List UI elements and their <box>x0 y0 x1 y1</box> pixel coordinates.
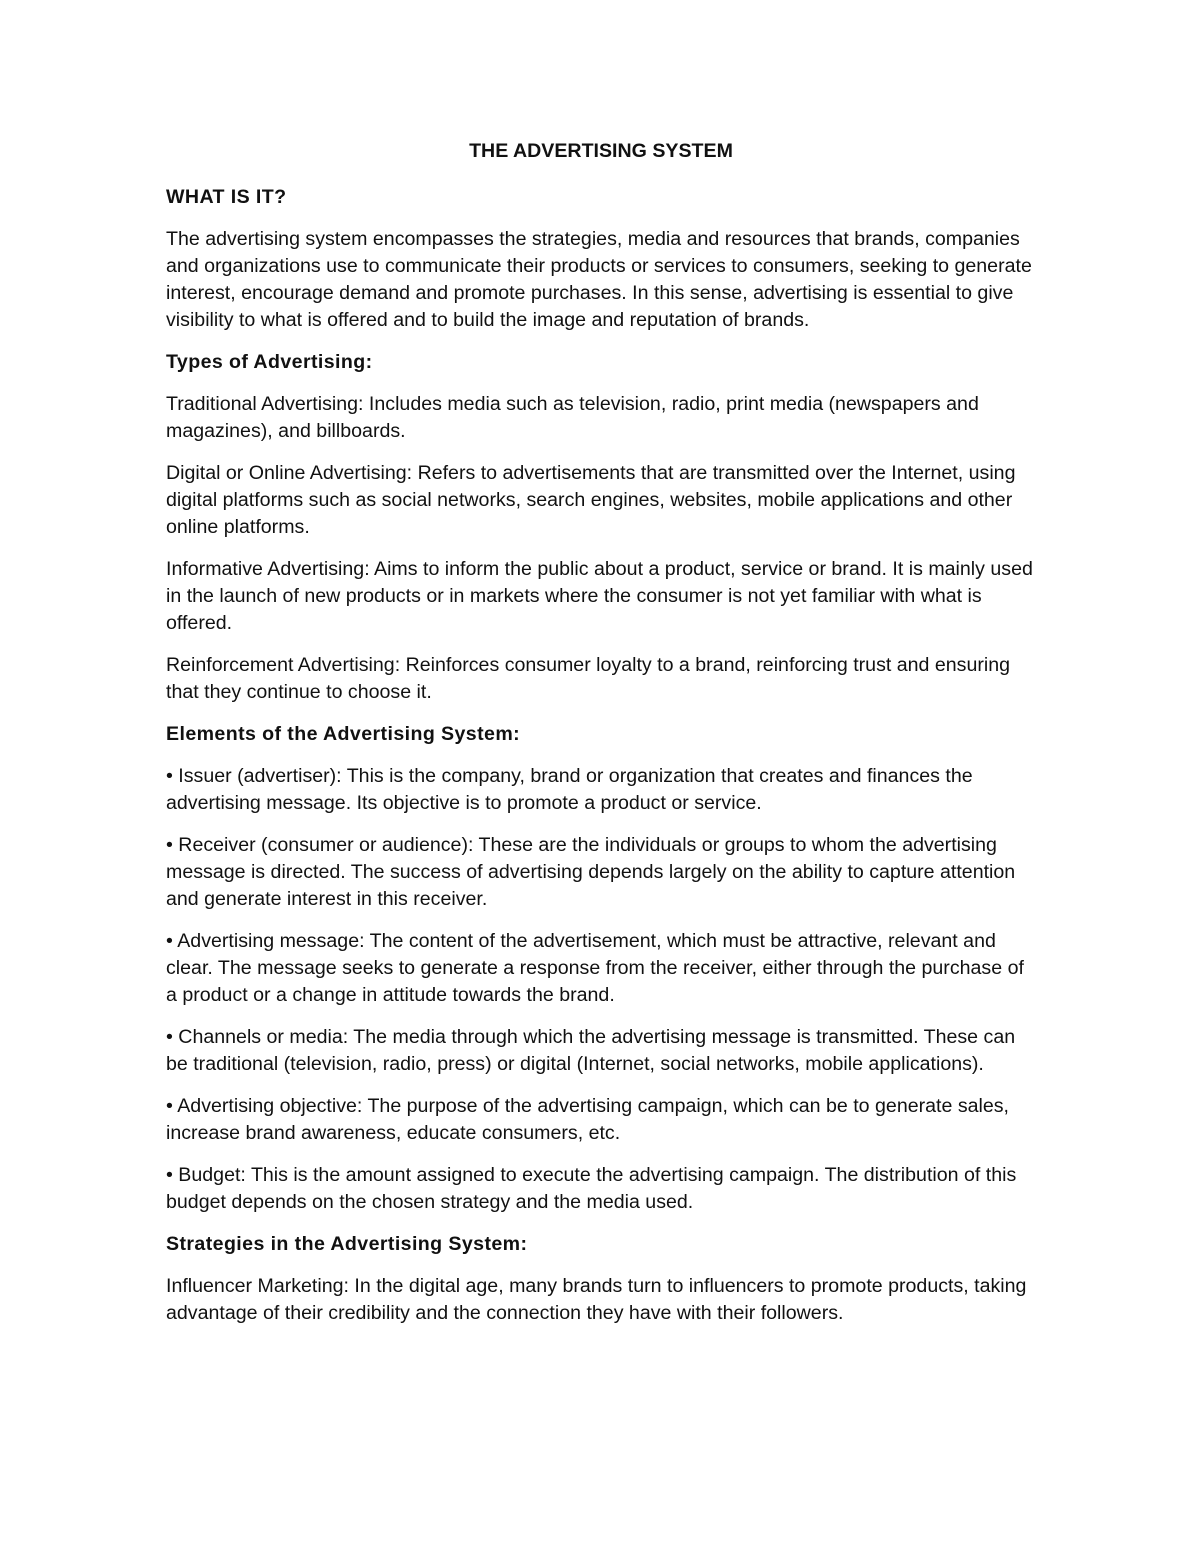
document-body <box>166 138 1036 1342</box>
element-item: • Advertising objective: The purpose of the advertising campaign, which can be to generate sales, increase brand awareness, educate consumers, etc. <box>166 1095 1009 1144</box>
document-title: THE ADVERTISING SYSTEM <box>469 140 733 162</box>
types-list <box>166 391 1036 706</box>
elements-list <box>166 763 1036 1216</box>
type-item: Informative Advertising: Aims to inform the public about a product, service or brand. It is mainly used in the launch of new products or in markets where the consumer is not yet familiar with what is offered. <box>166 558 1033 634</box>
element-item: • Advertising message: The content of the advertisement, which must be attractive, relevant and clear. The message seeks to generate a response from the receiver, either through the purchase of a product or a change in attitude towards the brand. <box>166 930 1024 1006</box>
element-item: • Budget: This is the amount assigned to execute the advertising campaign. The distribution of this budget depends on the chosen strategy and the media used. <box>166 1164 1017 1213</box>
section-heading-strategies: Strategies in the Advertising System: <box>166 1233 528 1255</box>
strategies-list <box>166 1273 1036 1327</box>
type-item: Reinforcement Advertising: Reinforces consumer loyalty to a brand, reinforcing trust and ensuring that they continue to choose it. <box>166 654 1011 703</box>
type-item: Traditional Advertising: Includes media such as television, radio, print media (newspapers and magazines), and billboards. <box>166 393 979 442</box>
strategy-item: Influencer Marketing: In the digital age, many brands turn to influencers to promote products, taking advantage of their credibility and the connection they have with their followers. <box>166 1275 1027 1324</box>
section-heading-what-is-it: WHAT IS IT? <box>166 186 287 208</box>
paragraph-definition: The advertising system encompasses the strategies, media and resources that brands, companies and organizations use to communicate their products or services to consumers, seeking to generate interest, encourage demand and promote purchases. In this sense, advertising is essential to give visibility to what is offered and to build the image and reputation of brands. <box>166 228 1032 331</box>
element-item: • Issuer (advertiser): This is the company, brand or organization that creates and finances the advertising message. Its objective is to promote a product or service. <box>166 765 973 814</box>
element-item: • Receiver (consumer or audience): These are the individuals or groups to whom the advertising message is directed. The success of advertising depends largely on the ability to capture attention and generate interest in this receiver. <box>166 834 1016 910</box>
section-heading-elements: Elements of the Advertising System: <box>166 723 521 745</box>
element-item: • Channels or media: The media through which the advertising message is transmitted. These can be traditional (television, radio, press) or digital (Internet, social networks, mobile applications). <box>166 1026 1016 1075</box>
section-heading-types: Types of Advertising: <box>166 351 373 373</box>
type-item: Digital or Online Advertising: Refers to advertisements that are transmitted over the Internet, using digital platforms such as social networks, search engines, websites, mobile applications and other online platforms. <box>166 462 1016 538</box>
